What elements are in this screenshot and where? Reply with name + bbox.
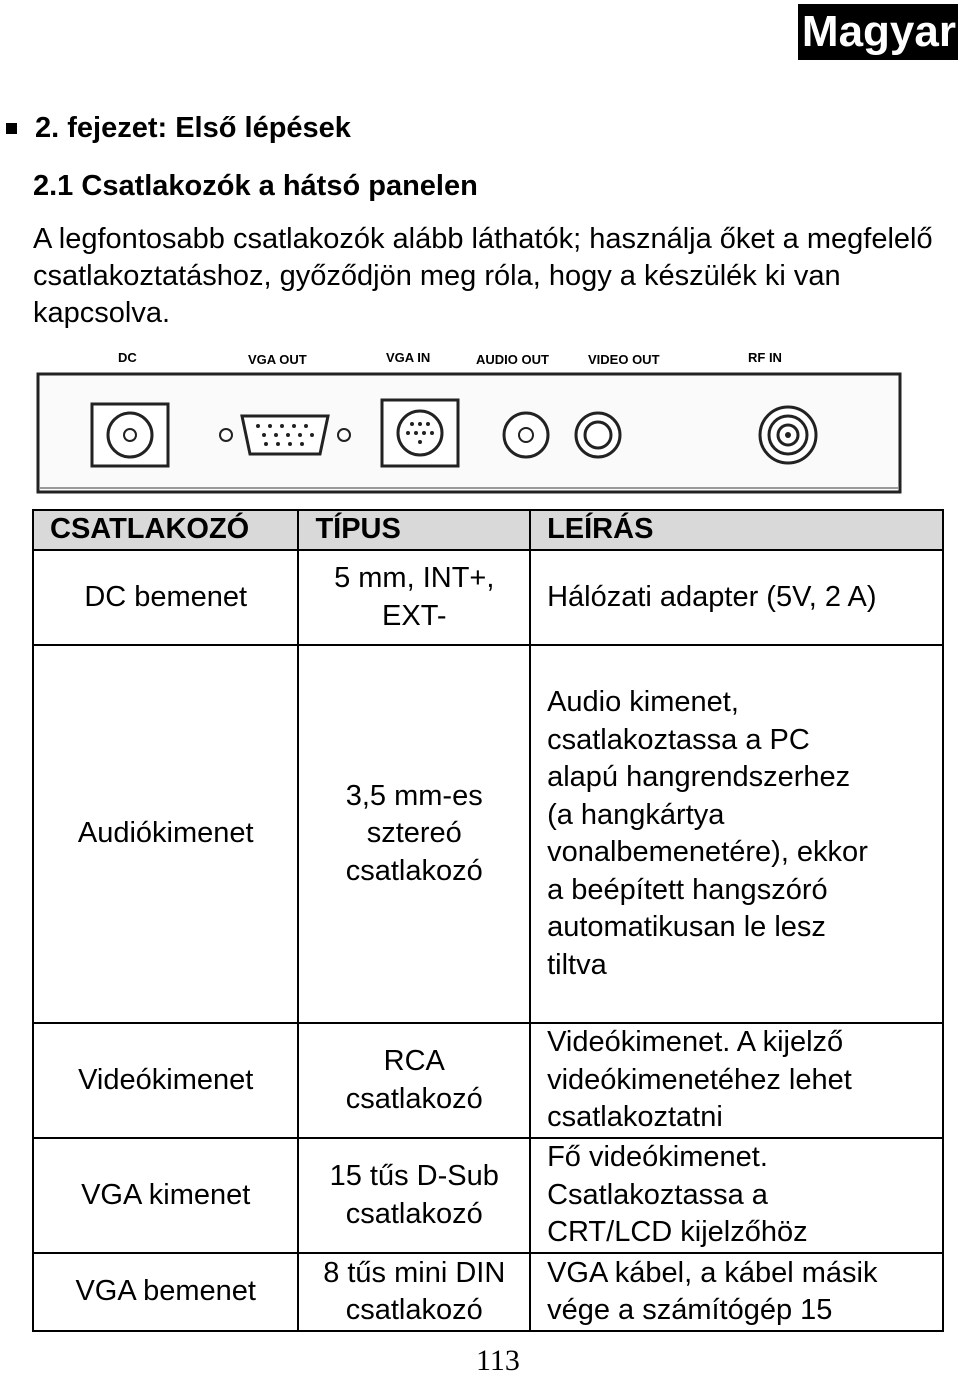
page-number: 113 [476,1344,520,1377]
cell-type: 3,5 mm-es sztereó csatlakozó [298,645,530,1023]
cell-description: Fő videókimenet. Csatlakoztassa a CRT/LCD kijelzőhöz [530,1138,943,1253]
header-connector: CSATLAKOZÓ [33,510,298,550]
label-vga-in: VGA IN [386,350,431,365]
label-audio-out: AUDIO OUT [476,352,549,367]
label-vga-out: VGA OUT [248,352,307,367]
rear-panel-illustration [36,340,904,500]
language-badge: Magyar [798,4,958,60]
cell-description: VGA kábel, a kábel másik vége a számítógép 15 [530,1253,943,1331]
vga-in-port-icon [382,400,458,466]
cell-description: Audio kimenet, csatlakoztassa a PC alapú hangrendszerhez (a hangkártya vonalbemenetére), ekkor a beépített hangszóró automatikusan le lesz tiltva [530,645,943,1023]
label-video-out: VIDEO OUT [588,352,660,367]
table-header-row [33,510,943,550]
section-title: 2.1 Csatlakozók a hátsó panelen [33,170,478,202]
intro-paragraph: A legfontosabb csatlakozók alább láthatók; használja őket a megfelelő csatlakoztatáshoz, győződjön meg róla, hogy a készülék ki van kapcsolva. [33,223,933,329]
cell-connector: DC bemenet [33,550,298,645]
cell-type: 15 tűs D-Sub csatlakozó [298,1138,530,1253]
chapter-heading [0,112,351,145]
table-row [33,645,943,1023]
label-dc: DC [118,350,137,365]
label-rf-in: RF IN [748,350,782,365]
header-type: TÍPUS [298,510,530,550]
table-row [33,1138,943,1253]
connector-table [32,509,944,1332]
chapter-title: 2. fejezet: Első lépések [35,112,351,144]
audio-out-jack-icon [504,413,548,457]
cell-type: 8 tűs mini DIN csatlakozó [298,1253,530,1331]
cell-description: Hálózati adapter (5V, 2 A) [530,550,943,645]
cell-connector: Audiókimenet [33,645,298,1023]
table-row [33,1253,943,1331]
cell-type: RCA csatlakozó [298,1023,530,1138]
rf-in-jack-icon [760,407,816,463]
cell-type: 5 mm, INT+, EXT- [298,550,530,645]
table-row [33,1023,943,1138]
cell-description: Videókimenet. A kijelző videókimenetéhez lehet csatlakoztatni [530,1023,943,1138]
table-row [33,550,943,645]
cell-connector: Videókimenet [33,1023,298,1138]
bullet-square-icon [6,123,17,134]
video-out-jack-icon [576,413,620,457]
cell-connector: VGA bemenet [33,1253,298,1331]
dc-jack-icon [92,404,168,466]
cell-connector: VGA kimenet [33,1138,298,1253]
header-description: LEÍRÁS [530,510,943,550]
